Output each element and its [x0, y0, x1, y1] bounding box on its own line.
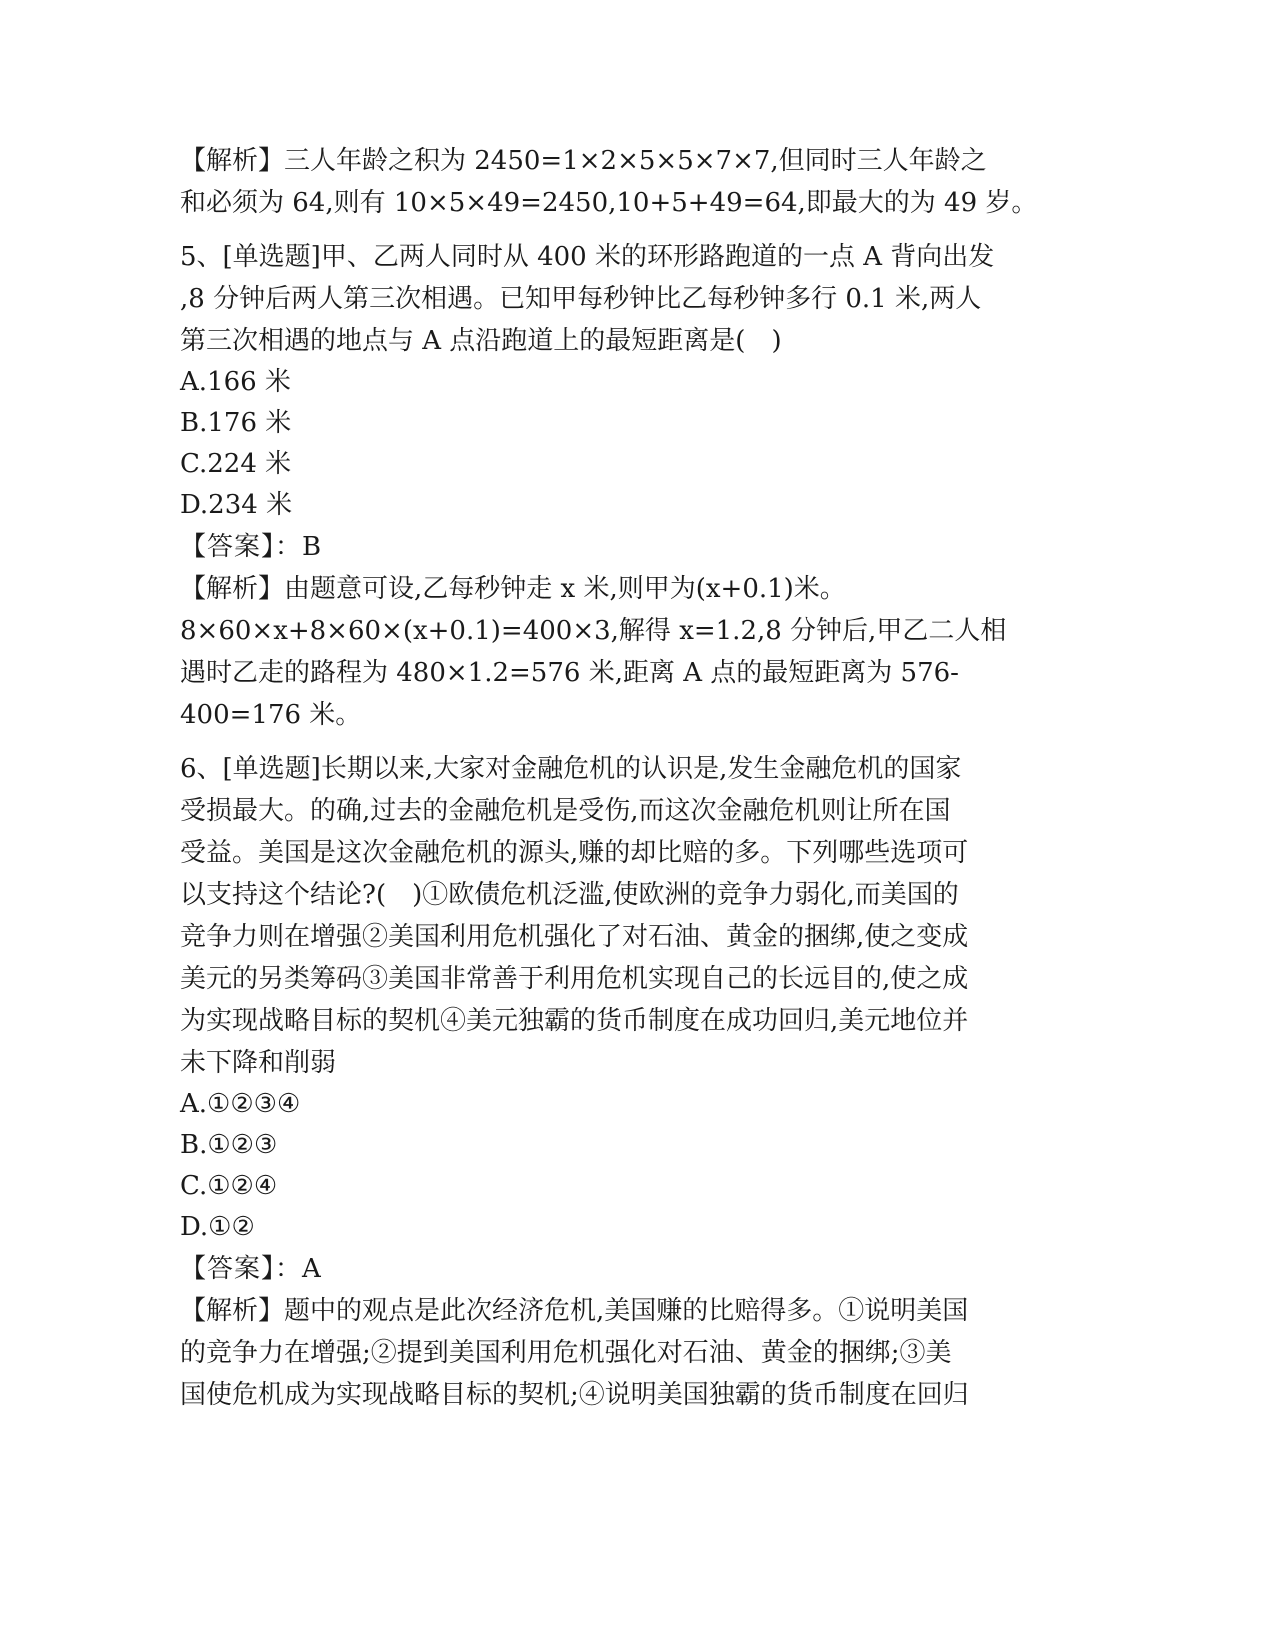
question-stem-line: 6、[单选题]长期以来,大家对金融危机的认识是,发生金融危机的国家 [180, 754, 962, 784]
question-stem-line: 5、[单选题]甲、乙两人同时从 400 米的环形路跑道的一点 A 背向出发 [180, 242, 995, 272]
question-stem-line: 受益。美国是这次金融危机的源头,赚的却比赔的多。下列哪些选项可 [180, 838, 969, 868]
question-stem-line: 受损最大。的确,过去的金融危机是受伤,而这次金融危机则让所在国 [180, 796, 951, 826]
option-d: D.①② [180, 1212, 255, 1242]
analysis-line: 的竞争力在增强;②提到美国利用危机强化对石油、黄金的捆绑;③美 [180, 1338, 952, 1368]
answer-line: 【答案】：A [180, 1254, 322, 1284]
option-c: C.224 米 [180, 449, 292, 479]
analysis-line: 【解析】由题意可设,乙每秒钟走 x 米,则甲为(x+0.1)米。 [180, 574, 846, 604]
analysis-line: 国使危机成为实现战略目标的契机;④说明美国独霸的货币制度在回归 [180, 1380, 969, 1410]
analysis-line: 【解析】题中的观点是此次经济危机,美国赚的比赔得多。①说明美国 [180, 1296, 969, 1326]
analysis-line: 400=176 米。 [180, 700, 362, 730]
answer-line: 【答案】：B [180, 532, 323, 562]
question-stem-line: ,8 分钟后两人第三次相遇。已知甲每秒钟比乙每秒钟多行 0.1 米,两人 [180, 284, 982, 314]
option-b: B.①②③ [180, 1130, 278, 1160]
question-stem-line: 未下降和削弱 [180, 1048, 337, 1078]
analysis-line: 【解析】三人年龄之积为 2450=1×2×5×5×7×7,但同时三人年龄之 [180, 146, 987, 176]
analysis-line: 8×60×x+8×60×(x+0.1)=400×3,解得 x=1.2,8 分钟后,甲乙二人相 [180, 616, 1007, 646]
option-d: D.234 米 [180, 490, 293, 520]
question-stem-line: 以支持这个结论?( )①欧债危机泛滥,使欧洲的竞争力弱化,而美国的 [180, 880, 959, 910]
document-page [180, 140, 1060, 1416]
question-stem-line: 美元的另类筹码③美国非常善于利用危机实现自己的长远目的,使之成 [180, 964, 969, 994]
option-c: C.①②④ [180, 1171, 278, 1201]
option-a: A.①②③④ [180, 1089, 301, 1119]
prev-analysis [180, 140, 1060, 224]
question-stem-line: 第三次相遇的地点与 A 点沿跑道上的最短距离是( ) [180, 326, 782, 356]
option-a: A.166 米 [180, 367, 291, 397]
question-stem-line: 竞争力则在增强②美国利用危机强化了对石油、黄金的捆绑,使之变成 [180, 922, 969, 952]
option-b: B.176 米 [180, 408, 292, 438]
question-5 [180, 236, 1060, 736]
analysis-line: 和必须为 64,则有 10×5×49=2450,10+5+49=64,即最大的为 49 岁。 [180, 188, 1038, 218]
question-6 [180, 748, 1060, 1416]
analysis-line: 遇时乙走的路程为 480×1.2=576 米,距离 A 点的最短距离为 576- [180, 658, 959, 688]
question-stem-line: 为实现战略目标的契机④美元独霸的货币制度在成功回归,美元地位并 [180, 1006, 969, 1036]
